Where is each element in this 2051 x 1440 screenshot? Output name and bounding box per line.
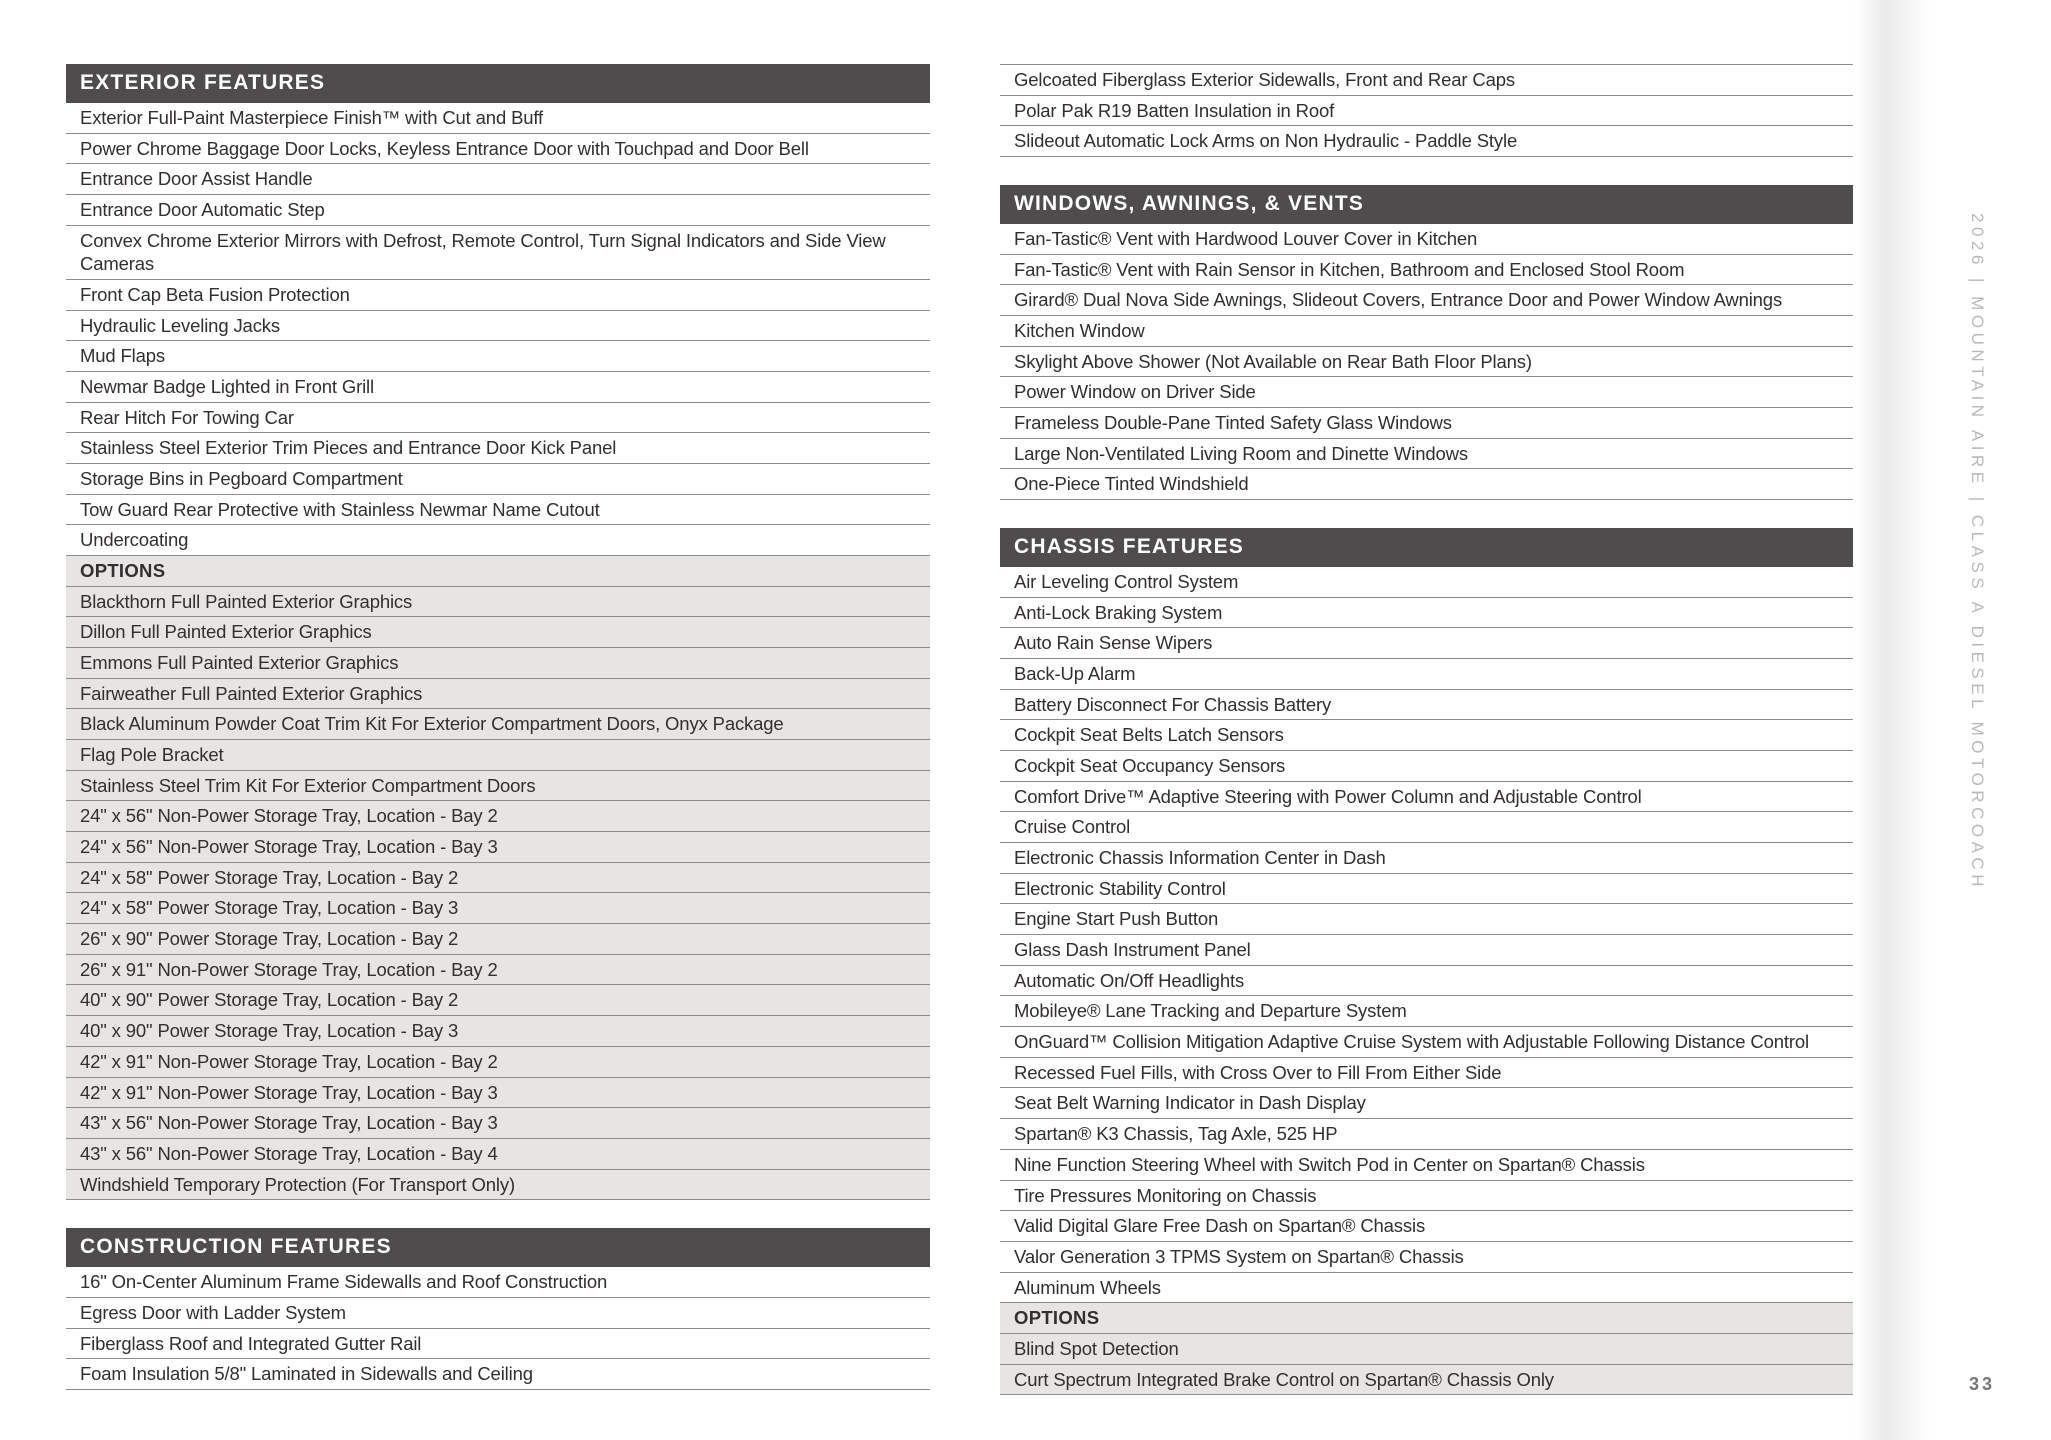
option-row: 43" x 56" Non-Power Storage Tray, Location - Bay 4 [66, 1139, 930, 1170]
feature-row: Mud Flaps [66, 341, 930, 372]
feature-row: Fan-Tastic® Vent with Rain Sensor in Kitchen, Bathroom and Enclosed Stool Room [1000, 255, 1855, 286]
feature-row: Fan-Tastic® Vent with Hardwood Louver Cover in Kitchen [1000, 224, 1855, 255]
feature-row: Slideout Automatic Lock Arms on Non Hydraulic - Paddle Style [1000, 126, 1855, 157]
option-row: Dillon Full Painted Exterior Graphics [66, 617, 930, 648]
option-row: 42" x 91" Non-Power Storage Tray, Location - Bay 2 [66, 1047, 930, 1078]
right-column [1000, 64, 1855, 1395]
feature-row: Convex Chrome Exterior Mirrors with Defrost, Remote Control, Turn Signal Indicators and Side View Cameras [66, 226, 930, 280]
feature-row: Newmar Badge Lighted in Front Grill [66, 372, 930, 403]
feature-row: Seat Belt Warning Indicator in Dash Display [1000, 1088, 1855, 1119]
feature-row: Rear Hitch For Towing Car [66, 403, 930, 434]
edition-vertical-label: 2026 | MOUNTAIN AIRE | CLASS A DIESEL MOTORCOACH [1968, 213, 1987, 891]
feature-row: Undercoating [66, 525, 930, 556]
option-row: 26" x 90" Power Storage Tray, Location - Bay 2 [66, 924, 930, 955]
option-row: 24" x 56" Non-Power Storage Tray, Location - Bay 2 [66, 801, 930, 832]
feature-row: Anti-Lock Braking System [1000, 598, 1855, 629]
page-edge-shadow [1853, 0, 1931, 1440]
section-header: CHASSIS FEATURES [1000, 528, 1855, 567]
feature-row: Gelcoated Fiberglass Exterior Sidewalls, Front and Rear Caps [1000, 64, 1855, 96]
feature-row: Cockpit Seat Occupancy Sensors [1000, 751, 1855, 782]
page-number: 33 [1969, 1374, 1996, 1394]
feature-row: Tire Pressures Monitoring on Chassis [1000, 1181, 1855, 1212]
option-row: 24" x 56" Non-Power Storage Tray, Location - Bay 3 [66, 832, 930, 863]
option-row: 26" x 91" Non-Power Storage Tray, Location - Bay 2 [66, 955, 930, 986]
feature-row: Foam Insulation 5/8" Laminated in Sidewalls and Ceiling [66, 1359, 930, 1390]
left-column [66, 64, 930, 1395]
feature-row: Entrance Door Assist Handle [66, 164, 930, 195]
feature-row: Spartan® K3 Chassis, Tag Axle, 525 HP [1000, 1119, 1855, 1150]
option-row: Stainless Steel Trim Kit For Exterior Compartment Doors [66, 771, 930, 802]
feature-row: Valid Digital Glare Free Dash on Spartan® Chassis [1000, 1211, 1855, 1242]
feature-row: OnGuard™ Collision Mitigation Adaptive Cruise System with Adjustable Following Distance Control [1000, 1027, 1855, 1058]
option-row: 40" x 90" Power Storage Tray, Location - Bay 3 [66, 1016, 930, 1047]
feature-row: Hydraulic Leveling Jacks [66, 311, 930, 342]
feature-row: Glass Dash Instrument Panel [1000, 935, 1855, 966]
section-header: WINDOWS, AWNINGS, & VENTS [1000, 185, 1855, 224]
feature-row: Fiberglass Roof and Integrated Gutter Rail [66, 1329, 930, 1360]
feature-row: Valor Generation 3 TPMS System on Spartan® Chassis [1000, 1242, 1855, 1273]
features-spread [66, 64, 1855, 1395]
windows-awnings-vents-section [1000, 185, 1855, 500]
option-row: Blind Spot Detection [1000, 1334, 1855, 1365]
feature-row: Nine Function Steering Wheel with Switch Pod in Center on Spartan® Chassis [1000, 1150, 1855, 1181]
feature-row: Large Non-Ventilated Living Room and Dinette Windows [1000, 439, 1855, 470]
option-row: Blackthorn Full Painted Exterior Graphics [66, 587, 930, 618]
feature-row: Electronic Stability Control [1000, 874, 1855, 905]
feature-row: Power Chrome Baggage Door Locks, Keyless Entrance Door with Touchpad and Door Bell [66, 134, 930, 165]
feature-row: Battery Disconnect For Chassis Battery [1000, 690, 1855, 721]
feature-row: Cockpit Seat Belts Latch Sensors [1000, 720, 1855, 751]
feature-row: Frameless Double-Pane Tinted Safety Glass Windows [1000, 408, 1855, 439]
feature-row: Polar Pak R19 Batten Insulation in Roof [1000, 96, 1855, 127]
section-header: EXTERIOR FEATURES [66, 64, 930, 103]
feature-row: Recessed Fuel Fills, with Cross Over to Fill From Either Side [1000, 1058, 1855, 1089]
feature-row: Front Cap Beta Fusion Protection [66, 280, 930, 311]
option-row: Black Aluminum Powder Coat Trim Kit For Exterior Compartment Doors, Onyx Package [66, 709, 930, 740]
option-row: 40" x 90" Power Storage Tray, Location - Bay 2 [66, 985, 930, 1016]
section-header: CONSTRUCTION FEATURES [66, 1228, 930, 1267]
feature-row: Tow Guard Rear Protective with Stainless Newmar Name Cutout [66, 495, 930, 526]
option-row: 42" x 91" Non-Power Storage Tray, Location - Bay 3 [66, 1078, 930, 1109]
feature-row: Auto Rain Sense Wipers [1000, 628, 1855, 659]
option-row: Emmons Full Painted Exterior Graphics [66, 648, 930, 679]
options-subheader: OPTIONS [66, 556, 930, 587]
feature-row: Air Leveling Control System [1000, 567, 1855, 598]
feature-row: Storage Bins in Pegboard Compartment [66, 464, 930, 495]
feature-row: One-Piece Tinted Windshield [1000, 469, 1855, 500]
feature-row: Stainless Steel Exterior Trim Pieces and Entrance Door Kick Panel [66, 433, 930, 464]
option-row: 43" x 56" Non-Power Storage Tray, Location - Bay 3 [66, 1108, 930, 1139]
feature-row: Girard® Dual Nova Side Awnings, Slideout Covers, Entrance Door and Power Window Awnings [1000, 285, 1855, 316]
exterior-features-section [66, 64, 930, 1200]
option-row: Curt Spectrum Integrated Brake Control on Spartan® Chassis Only [1000, 1365, 1855, 1396]
option-row: 24" x 58" Power Storage Tray, Location - Bay 3 [66, 893, 930, 924]
construction-features-continued [1000, 64, 1855, 157]
feature-row: Exterior Full-Paint Masterpiece Finish™ with Cut and Buff [66, 103, 930, 134]
option-row: Windshield Temporary Protection (For Transport Only) [66, 1170, 930, 1201]
feature-row: Power Window on Driver Side [1000, 377, 1855, 408]
construction-features-section [66, 1228, 930, 1390]
feature-row: 16" On-Center Aluminum Frame Sidewalls and Roof Construction [66, 1267, 930, 1298]
feature-row: Entrance Door Automatic Step [66, 195, 930, 226]
feature-row: Skylight Above Shower (Not Available on Rear Bath Floor Plans) [1000, 347, 1855, 378]
right-margin-rail [1931, 0, 2051, 1440]
options-subheader: OPTIONS [1000, 1303, 1855, 1334]
feature-row: Comfort Drive™ Adaptive Steering with Power Column and Adjustable Control [1000, 782, 1855, 813]
feature-row: Mobileye® Lane Tracking and Departure System [1000, 996, 1855, 1027]
option-row: 24" x 58" Power Storage Tray, Location - Bay 2 [66, 863, 930, 894]
feature-row: Electronic Chassis Information Center in Dash [1000, 843, 1855, 874]
feature-row: Cruise Control [1000, 812, 1855, 843]
option-row: Fairweather Full Painted Exterior Graphics [66, 679, 930, 710]
option-row: Flag Pole Bracket [66, 740, 930, 771]
feature-row: Egress Door with Ladder System [66, 1298, 930, 1329]
chassis-features-section [1000, 528, 1855, 1395]
feature-row: Back-Up Alarm [1000, 659, 1855, 690]
feature-row: Automatic On/Off Headlights [1000, 966, 1855, 997]
feature-row: Aluminum Wheels [1000, 1273, 1855, 1304]
feature-row: Engine Start Push Button [1000, 904, 1855, 935]
feature-row: Kitchen Window [1000, 316, 1855, 347]
